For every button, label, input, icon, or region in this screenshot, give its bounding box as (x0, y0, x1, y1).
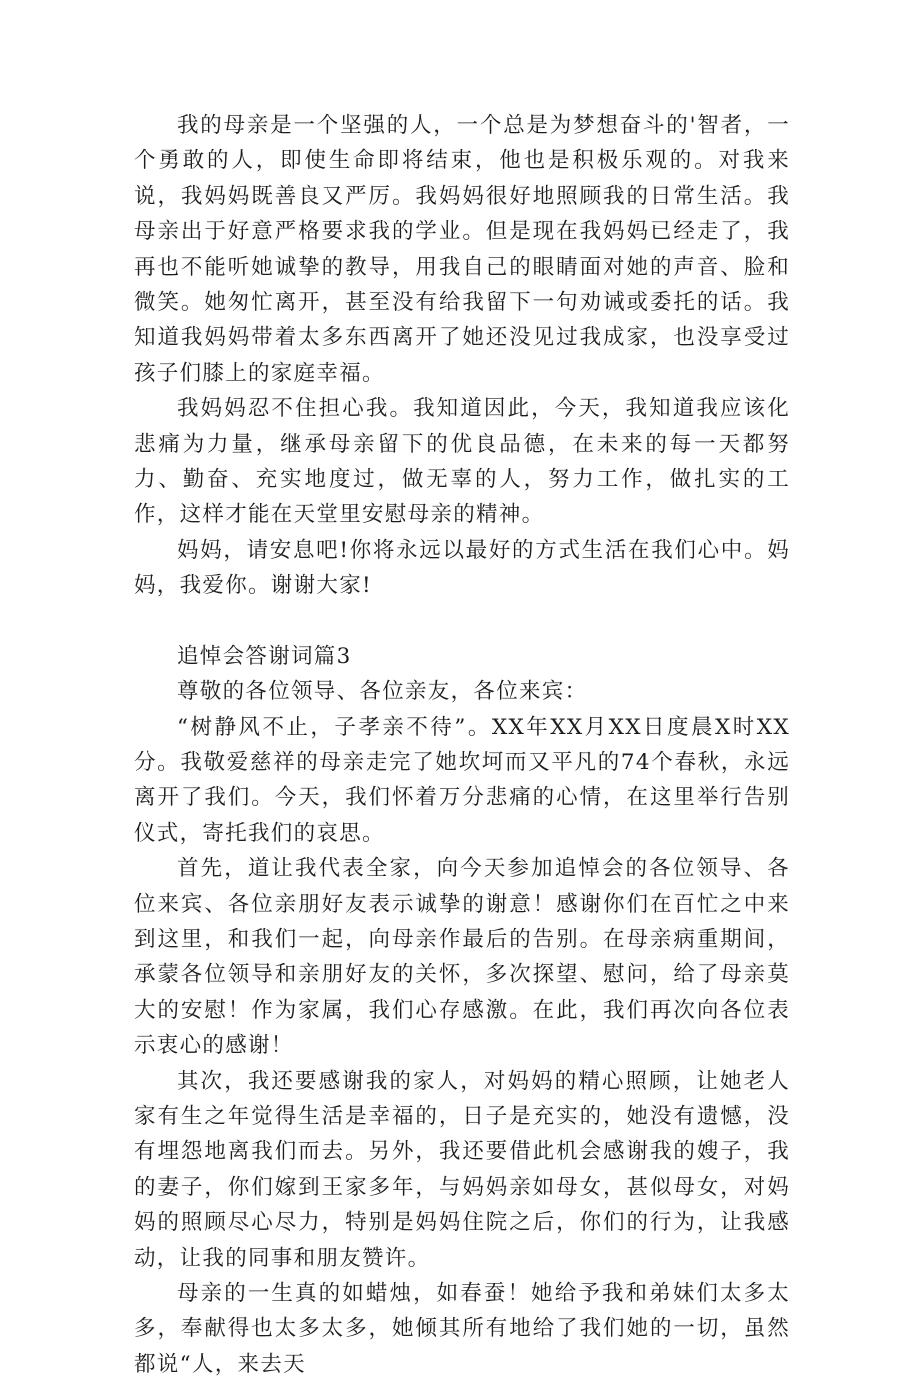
paragraph: 我的母亲是一个坚强的人，一个总是为梦想奋斗的'智者，一个勇敢的人，即使生命即将结束，他也是积极乐观的。对我来说，我妈妈既善良又严厉。我妈妈很好地照顾我的日常生活。我母亲出于好意严格要求我的学业。但是现在我妈妈已经走了，我再也不能听她诚挚的教导，用我自己的眼睛面对她的声音、脸和微笑。她匆忙离开，甚至没有给我留下一句劝诫或委托的话。我知道我妈妈带着太多东西离开了她还没见过我成家，也没享受过孩子们膝上的家庭幸福。 (134, 113, 790, 386)
document-body (134, 108, 790, 1382)
paragraph: 其次，我还要感谢我的家人，对妈妈的精心照顾，让她老人家有生之年觉得生活是幸福的，日子是充实的，她没有遗憾，没有埋怨地离我们而去。另外，我还要借此机会感谢我的嫂子，我的妻子，你们嫁到王家多年，与妈妈亲如母女，甚似母女，对妈妈的照顾尽心尽力，特别是妈妈住院之后，你们的行为，让我感动，让我的同事和朋友赞许。 (134, 1068, 790, 1271)
paragraph: 母亲的一生真的如蜡烛，如春蚕！她给予我和弟妹们太多太多，奉献得也太多太多，她倾其所有地给了我们她的一切，虽然都说“人，来去天 (134, 1281, 790, 1377)
section-title: 追悼会答谢词篇3 (177, 643, 352, 669)
paragraph: 我妈妈忍不住担心我。我知道因此，今天，我知道我应该化悲痛为力量，继承母亲留下的优良品德，在未来的每一天都努力、勤奋、充实地度过，做无辜的人，努力工作，做扎实的工作，这样才能在天堂里安慰母亲的精神。 (134, 396, 790, 528)
paragraph: “树静风不止，子孝亲不待”。XX年XX月XX日度晨X时XX分。我敬爱慈祥的母亲走完了她坎坷而又平凡的74个春秋，永远离开了我们。今天，我们怀着万分悲痛的心情，在这里举行告别仪式，寄托我们的哀思。 (134, 714, 790, 846)
section-spacer (134, 604, 790, 639)
paragraph: 妈妈，请安息吧!你将永远以最好的方式生活在我们心中。妈妈，我爱你。谢谢大家! (134, 537, 790, 599)
salutation: 尊敬的各位领导、各位亲友，各位来宾： (177, 679, 588, 705)
paragraph: 首先，道让我代表全家，向今天参加追悼会的各位领导、各位来宾、各位亲朋好友表示诚挚的谢意！感谢你们在百忙之中来到这里，和我们一起，向母亲作最后的告别。在母亲病重期间，承蒙各位领导和亲朋好友的关怀，多次探望、慰问，给了母亲莫大的安慰！作为家属，我们心存感激。在此，我们再次向各位表示衷心的感谢！ (134, 856, 790, 1059)
